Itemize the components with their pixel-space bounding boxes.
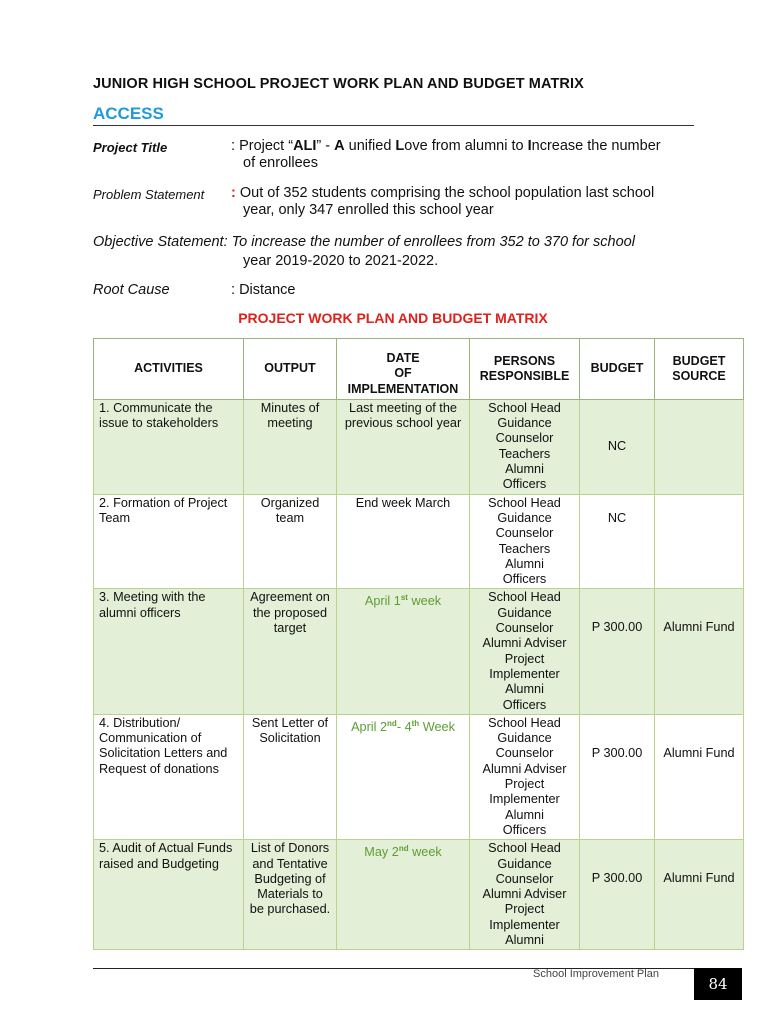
persons-cell: School Head Guidance Counselor Teachers Alumni Officers [470, 399, 580, 494]
objective-statement-value: year 2019-2020 to 2021-2022. [243, 253, 439, 269]
root-cause-label: Root Cause [93, 282, 170, 298]
problem-statement-field [93, 185, 703, 221]
activity-cell: 4. Distribution/ Communication of Solicitation Letters and Request of donations [94, 714, 244, 839]
activity-cell: 2. Formation of Project Team [94, 494, 244, 589]
document-title: JUNIOR HIGH SCHOOL PROJECT WORK PLAN AND BUDGET MATRIX [93, 76, 584, 92]
root-cause-field [93, 282, 703, 300]
objective-statement-label: Objective Statement: To increase the number of enrollees from 352 to 370 for school [93, 234, 635, 250]
table-row [94, 494, 744, 589]
section-divider [93, 125, 694, 126]
activity-cell: 3. Meeting with the alumni officers [94, 589, 244, 714]
persons-cell: School Head Guidance Counselor Teachers Alumni Officers [470, 494, 580, 589]
activity-cell: 5. Audit of Actual Funds raised and Budgeting [94, 840, 244, 950]
header-persons: PERSONS RESPONSIBLE [470, 339, 580, 400]
budget-cell: NC [580, 494, 655, 589]
footer-text: School Improvement Plan [533, 968, 659, 980]
header-output: OUTPUT [244, 339, 337, 400]
root-cause-value: : Distance [231, 282, 296, 298]
table-row [94, 589, 744, 714]
budget-source-cell [655, 494, 744, 589]
output-cell: Agreement on the proposed target [244, 589, 337, 714]
project-title-value: : Project “ALI” - A unified Love from alumni to Increase the number of enrollees [231, 138, 661, 171]
output-cell: Minutes of meeting [244, 399, 337, 494]
activity-cell: 1. Communicate the issue to stakeholders [94, 399, 244, 494]
objective-statement-field [93, 233, 703, 271]
budget-source-cell [655, 399, 744, 494]
budget-source-cell: Alumni Fund [655, 714, 744, 839]
table-row [94, 840, 744, 950]
header-budget-source: BUDGET SOURCE [655, 339, 744, 400]
header-budget: BUDGET [580, 339, 655, 400]
section-title: ACCESS [93, 104, 164, 123]
date-cell: April 2nd- 4th Week [337, 714, 470, 839]
project-title-field [93, 138, 703, 174]
persons-cell: School Head Guidance Counselor Alumni Adviser Project Implementer Alumni Officers [470, 714, 580, 839]
budget-source-cell: Alumni Fund [655, 589, 744, 714]
persons-cell: School Head Guidance Counselor Alumni Adviser Project Implementer Alumni [470, 840, 580, 950]
page-number: 84 [694, 968, 742, 1000]
table-row [94, 399, 744, 494]
output-cell: Organized team [244, 494, 337, 589]
header-date: DATE OF IMPLEMENTATION [337, 339, 470, 400]
project-title-label: Project Title [93, 140, 168, 155]
budget-cell: NC [580, 399, 655, 494]
budget-source-cell: Alumni Fund [655, 840, 744, 950]
problem-statement-value: : Out of 352 students comprising the school population last school year, only 347 enrolled this school year [231, 185, 655, 218]
date-cell: April 1st week [337, 589, 470, 714]
header-activities: ACTIVITIES [94, 339, 244, 400]
budget-cell: P 300.00 [580, 840, 655, 950]
date-cell: End week March [337, 494, 470, 589]
date-cell: Last meeting of the previous school year [337, 399, 470, 494]
table-row [94, 714, 744, 839]
budget-cell: P 300.00 [580, 714, 655, 839]
date-cell: May 2nd week [337, 840, 470, 950]
matrix-title: PROJECT WORK PLAN AND BUDGET MATRIX [238, 310, 548, 326]
output-cell: Sent Letter of Solicitation [244, 714, 337, 839]
output-cell: List of Donors and Tentative Budgeting of Materials to be purchased. [244, 840, 337, 950]
table-header-row [94, 339, 744, 400]
persons-cell: School Head Guidance Counselor Alumni Adviser Project Implementer Alumni Officers [470, 589, 580, 714]
work-plan-table [93, 338, 744, 950]
budget-cell: P 300.00 [580, 589, 655, 714]
problem-statement-label: Problem Statement [93, 187, 205, 202]
